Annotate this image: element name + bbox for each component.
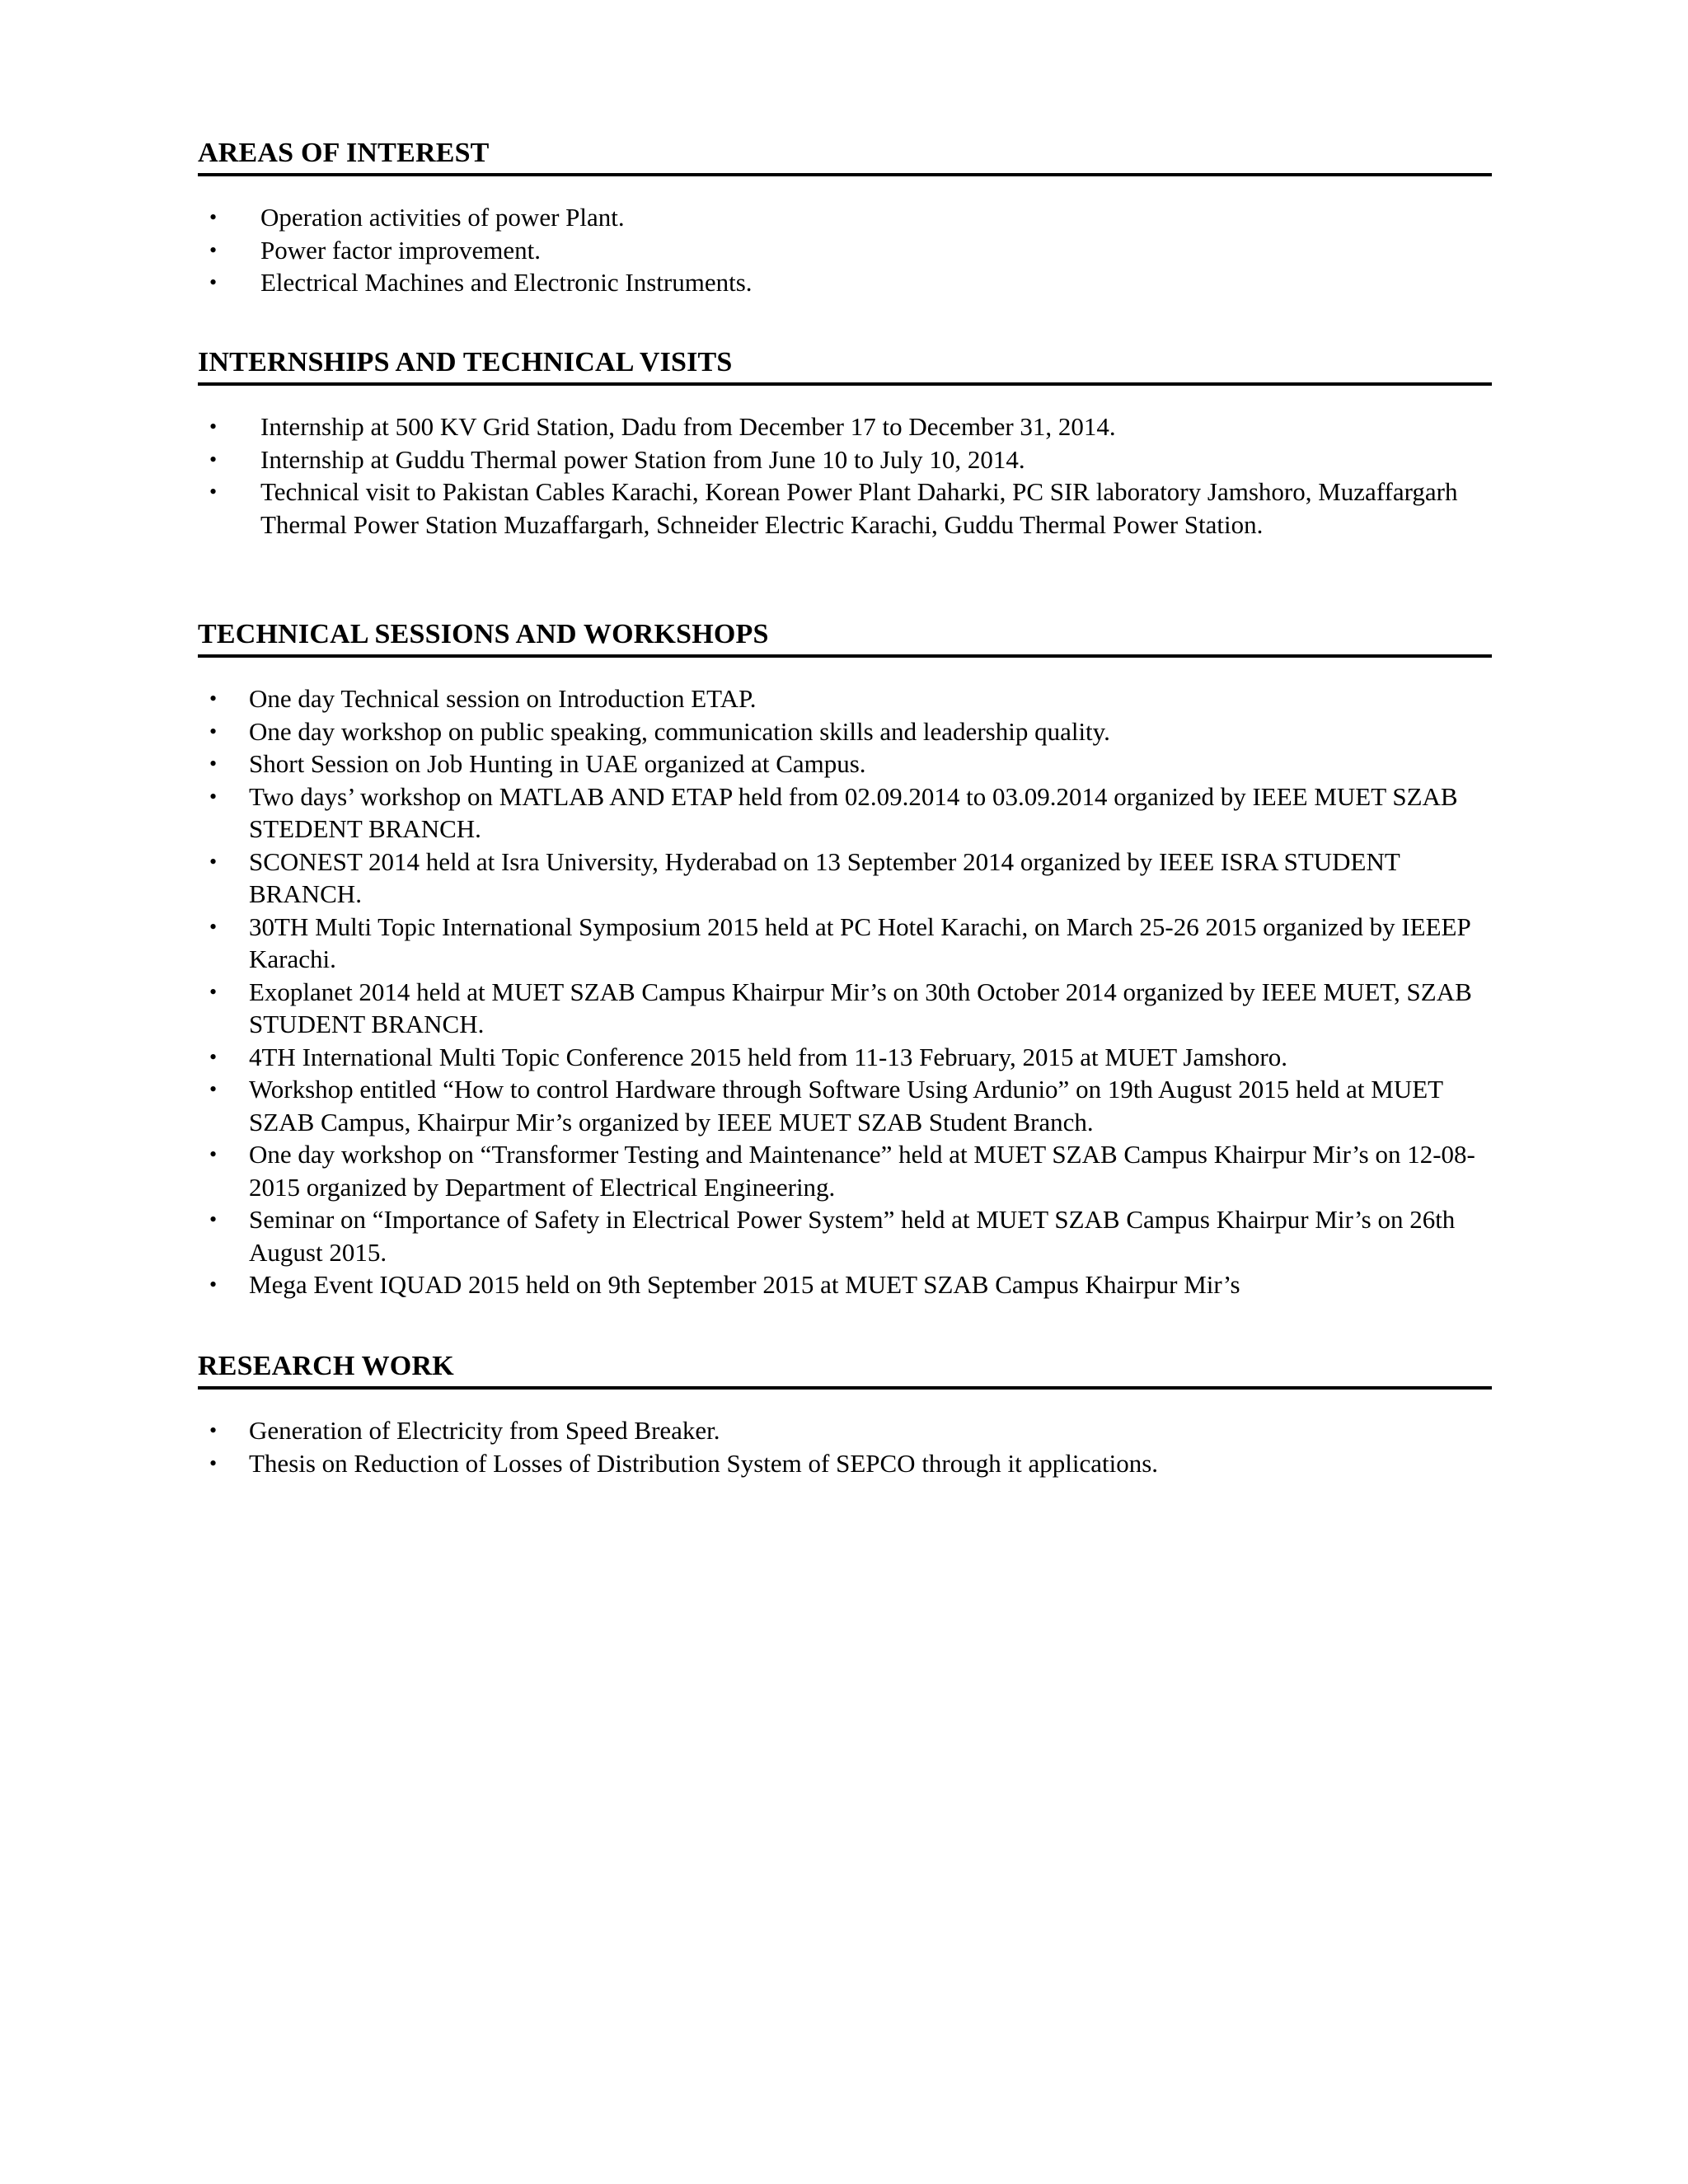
list-item-text: Power factor improvement. xyxy=(260,235,542,265)
bullet-list xyxy=(198,201,1492,299)
list-item-text: Thesis on Reduction of Losses of Distribution System of SEPCO through it applications. xyxy=(249,1448,1159,1478)
list-item-text: Generation of Electricity from Speed Breaker. xyxy=(249,1416,720,1445)
bullet-icon: • xyxy=(209,752,218,776)
bullet-icon: • xyxy=(209,1272,218,1296)
list-item-text: One day Technical session on Introduction ETAP. xyxy=(249,684,757,713)
bullet-icon: • xyxy=(209,1142,218,1166)
bullet-list xyxy=(198,410,1492,541)
list-item xyxy=(198,1203,1492,1268)
list-item-text: 30TH Multi Topic International Symposium 2015 held at PC Hotel Karachi, on March 25-26 2015 organized by IEEEP Karachi. xyxy=(249,912,1470,973)
list-item xyxy=(198,234,1492,267)
list-item xyxy=(198,266,1492,299)
list-item-text: Two days’ workshop on MATLAB AND ETAP held from 02.09.2014 to 03.09.2014 organized by IEEE MUET SZAB STEDENT BRANCH. xyxy=(249,781,1458,843)
list-item xyxy=(198,780,1492,846)
bullet-icon: • xyxy=(209,687,218,710)
section-heading: RESEARCH WORK xyxy=(198,1350,1492,1390)
bullet-icon: • xyxy=(209,1044,218,1069)
list-item-text: Workshop entitled “How to control Hardware through Software Using Ardunio” on 19th August 2015 held at MUET SZAB Campus, Khairpur Mir’s organized by IEEE MUET SZAB Student Branch. xyxy=(249,1075,1443,1137)
list-item xyxy=(198,1414,1492,1447)
list-item xyxy=(198,911,1492,976)
bullet-list xyxy=(198,682,1492,1301)
bullet-icon: • xyxy=(209,1451,218,1475)
list-item-text: Technical visit to Pakistan Cables Karachi, Korean Power Plant Daharki, PC SIR laboratory Jamshoro, Muzaffargarh Thermal Power Station Muzaffargarh, Schneider Electric Karachi, Guddu Thermal Power Station. xyxy=(260,477,1458,539)
list-item xyxy=(198,1041,1492,1074)
list-item xyxy=(198,1447,1492,1480)
list-item xyxy=(198,476,1492,541)
list-item xyxy=(198,410,1492,443)
bullet-icon: • xyxy=(209,784,218,808)
bullet-icon: • xyxy=(209,237,218,262)
list-item xyxy=(198,1268,1492,1301)
bullet-icon: • xyxy=(209,849,218,874)
list-item-text: Electrical Machines and Electronic Instruments. xyxy=(260,268,753,297)
section-technical-sessions xyxy=(198,618,1492,1301)
list-item xyxy=(198,715,1492,748)
bullet-list xyxy=(198,1414,1492,1479)
list-item-text: Internship at 500 KV Grid Station, Dadu from December 17 to December 31, 2014. xyxy=(260,412,1116,441)
bullet-icon: • xyxy=(209,447,218,471)
list-item xyxy=(198,976,1492,1041)
bullet-icon: • xyxy=(209,480,218,504)
bullet-icon: • xyxy=(209,415,218,438)
list-item xyxy=(198,1138,1492,1203)
list-item xyxy=(198,1073,1492,1138)
list-item-text: One day workshop on “Transformer Testing and Maintenance” held at MUET SZAB Campus Khairpur Mir’s on 12-08-2015 organized by Department of Electrical Engineering. xyxy=(249,1140,1475,1202)
bullet-icon: • xyxy=(209,914,218,939)
list-item xyxy=(198,682,1492,715)
section-areas-of-interest xyxy=(198,137,1492,299)
section-research-work xyxy=(198,1350,1492,1479)
section-internships xyxy=(198,346,1492,541)
bullet-icon: • xyxy=(209,719,218,743)
list-item-text: 4TH International Multi Topic Conference 2015 held from 11-13 February, 2015 at MUET Jamshoro. xyxy=(249,1042,1287,1071)
list-item xyxy=(198,443,1492,476)
list-item-text: SCONEST 2014 held at Isra University, Hyderabad on 13 September 2014 organized by IEEE ISRA STUDENT BRANCH. xyxy=(249,846,1400,908)
bullet-icon: • xyxy=(209,205,218,229)
bullet-icon: • xyxy=(209,1207,218,1231)
list-item-text: Operation activities of power Plant. xyxy=(260,203,625,232)
list-item xyxy=(198,201,1492,234)
list-item-text: Exoplanet 2014 held at MUET SZAB Campus Khairpur Mir’s on 30th October 2014 organized by IEEE MUET, SZAB STUDENT BRANCH. xyxy=(249,977,1472,1038)
list-item xyxy=(198,748,1492,780)
section-heading: AREAS OF INTEREST xyxy=(198,137,1492,176)
bullet-icon: • xyxy=(209,1077,218,1101)
list-item-text: One day workshop on public speaking, communication skills and leadership quality. xyxy=(249,716,1110,746)
bullet-icon: • xyxy=(209,979,218,1004)
list-item-text: Mega Event IQUAD 2015 held on 9th September 2015 at MUET SZAB Campus Khairpur Mir’s xyxy=(249,1270,1240,1299)
section-heading: TECHNICAL SESSIONS AND WORKSHOPS xyxy=(198,618,1492,658)
bullet-icon: • xyxy=(209,270,218,294)
list-item xyxy=(198,846,1492,911)
list-item-text: Internship at Guddu Thermal power Station from June 10 to July 10, 2014. xyxy=(260,444,1025,474)
list-item-text: Seminar on “Importance of Safety in Electrical Power System” held at MUET SZAB Campus Khairpur Mir’s on 26th August 2015. xyxy=(249,1205,1456,1267)
bullet-icon: • xyxy=(209,1418,218,1442)
section-heading: INTERNSHIPS AND TECHNICAL VISITS xyxy=(198,346,1492,386)
list-item-text: Short Session on Job Hunting in UAE organized at Campus. xyxy=(249,749,866,778)
